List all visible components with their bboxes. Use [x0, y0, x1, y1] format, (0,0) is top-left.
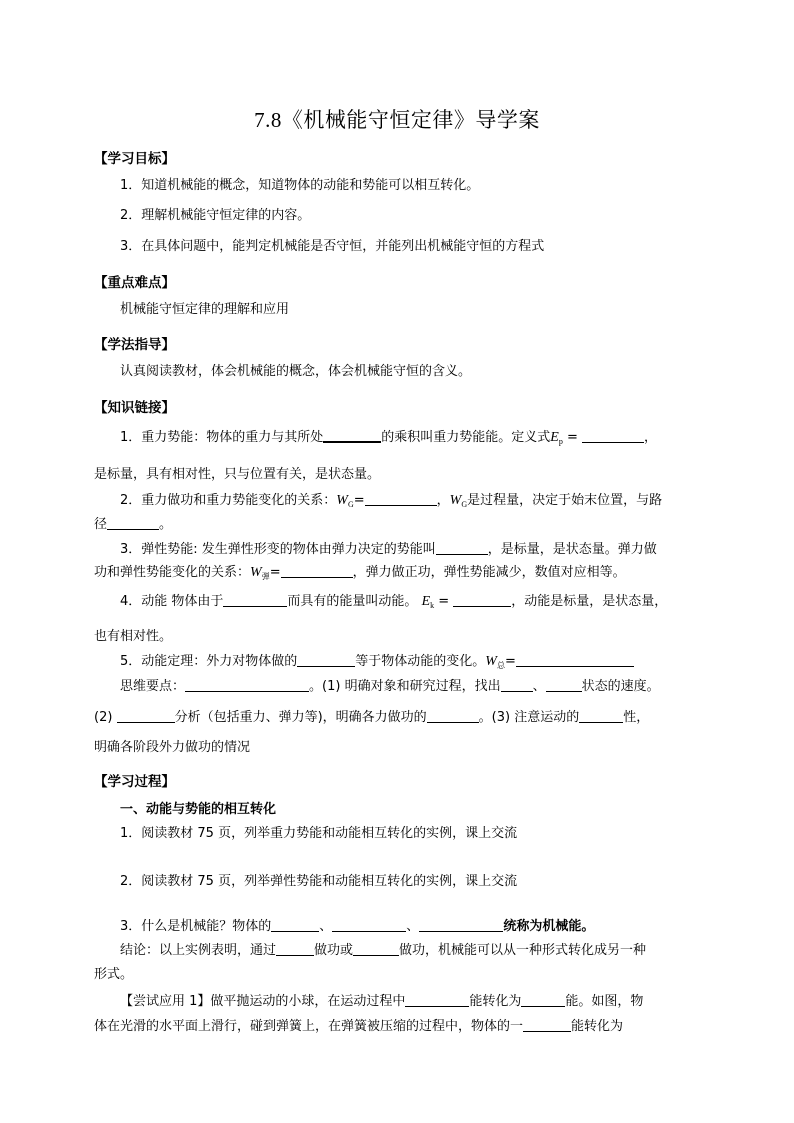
step-2-label: (2) — [94, 710, 113, 725]
conclusion-line — [120, 941, 646, 961]
links-heading: 【知识链接】 — [94, 400, 175, 416]
blank-kinetic-theorem[interactable] — [516, 653, 634, 667]
link-p5-text-b: 等于物体动能的变化。 — [355, 654, 486, 669]
link-p1-text-b: 的乘积叫重力势能能。定义式 — [381, 430, 551, 445]
trial-2-text-a: 体在光滑的水平面上滑行，碰到弹簧上，在弹簧被压缩的过程中，物体的一 — [94, 1019, 524, 1034]
trial-1-text-a: 【尝试应用 1】做平抛运动的小球，在运动过程中 — [120, 994, 406, 1009]
blank-height[interactable] — [323, 428, 381, 443]
link-p7-text-c: 。(3) 注意运动的 — [478, 710, 580, 725]
comma: ， — [644, 430, 658, 445]
wg-symbol: $W_G$ — [336, 493, 354, 509]
goal-item-3: 3．在具体问题中，能判定机械能是否守恒，并能列出机械能守恒的方程式 — [120, 239, 545, 254]
period: 。 — [159, 517, 173, 532]
ek-symbol: $E_k$ — [421, 594, 435, 610]
blank-final-state[interactable] — [546, 678, 582, 692]
link-p3-cont: 功和弹性势能变化的关系：$W_弹=$ ，弹力做正功，弹性势能减少，数值对应相等。 — [94, 565, 626, 581]
trial-1-text-c: 能。如图，物 — [565, 994, 644, 1009]
blank-path[interactable] — [107, 516, 159, 530]
link-p7-text-d: 性， — [623, 710, 650, 725]
blank-energy-2[interactable] — [332, 918, 406, 932]
blank-energy-1[interactable] — [271, 918, 319, 932]
process-q1: 1．阅读教材 75 页，列举重力势能和动能相互转化的实例，课上交流 — [120, 826, 518, 841]
blank-wg-relation[interactable] — [365, 492, 437, 506]
goals-heading: 【学习目标】 — [94, 151, 175, 167]
blank-force-analysis[interactable] — [117, 709, 175, 723]
link-p3-text-c: 功和弹性势能变化的关系： — [94, 565, 251, 580]
link-p1-line: 1．重力势能：物体的重力与其所处 的乘积叫重力势能能。定义式$E_p$ = ， — [120, 430, 658, 446]
thinking-points-label: 思维要点： — [120, 679, 186, 694]
w-elastic-symbol: $W_弹$ — [250, 565, 270, 581]
link-p5-text-a: 5．动能定理：外力对物体做的 — [120, 654, 298, 669]
method-text: 认真阅读教材，体会机械能的概念，体会机械能守恒的含义。 — [120, 364, 472, 379]
process-heading: 【学习过程】 — [94, 774, 175, 790]
link-p6-text-b: 。(1) 明确对象和研究过程，找出 — [309, 679, 501, 694]
blank-trial-energy-2[interactable] — [521, 993, 565, 1007]
blank-force-1[interactable] — [276, 942, 314, 956]
blank-w-elastic[interactable] — [281, 564, 353, 578]
link-p6-text-d: 状态的速度。 — [581, 679, 660, 694]
blank-motion-property[interactable] — [579, 709, 623, 723]
trial-2-text-b: 能转化为 — [571, 1019, 624, 1034]
page-title: 7.8《机械能守恒定律》导学案 — [254, 108, 540, 132]
separator: 、 — [406, 919, 420, 934]
process-subheading-1: 一、动能与势能的相互转化 — [120, 802, 277, 817]
blank-motion[interactable] — [223, 593, 287, 607]
comma: ， — [436, 493, 450, 508]
ep-symbol: $E_p$ — [550, 430, 563, 446]
trial-1-text-b: 能转化为 — [469, 994, 522, 1009]
goal-item-2: 2．理解机械能守恒定律的内容。 — [120, 208, 311, 223]
process-q2: 2．阅读教材 75 页，列举弹性势能和动能相互转化的实例，课上交流 — [120, 874, 518, 889]
separator: 、 — [532, 679, 546, 694]
link-p6-line — [120, 677, 660, 697]
conclusion-text-a: 结论：以上实例表明，通过 — [120, 943, 277, 958]
focus-heading: 【重点难点】 — [94, 275, 175, 291]
q3-text-a: 3．什么是机械能？物体的 — [120, 919, 272, 934]
link-p4-text-b: 而具有的能量叫动能。 — [287, 594, 418, 609]
link-p2-line: 2．重力做功和重力势能变化的关系：$W_G=$ ，$W_G$是过程量，决定于始末位置，与路 — [120, 493, 663, 509]
separator: 、 — [319, 919, 333, 934]
blank-initial-state[interactable] — [501, 678, 533, 692]
link-p2-text-c: 是过程量，决定于始末位置，与路 — [467, 493, 663, 508]
link-p3-text-a: 3．弹性势能: 发生弹性形变的物体由弹力决定的势能叫 — [120, 542, 436, 557]
blank-energy-3[interactable] — [419, 918, 503, 932]
blank-ep-formula[interactable] — [582, 429, 644, 443]
trial-1-cont — [94, 1017, 623, 1037]
goal-item-1: 1．知道机械能的概念，知道物体的动能和势能可以相互转化。 — [120, 178, 480, 193]
blank-trial-energy-1[interactable] — [405, 993, 469, 1007]
blank-force-2[interactable] — [353, 942, 399, 956]
blank-elastic-pe[interactable] — [436, 541, 488, 555]
method-heading: 【学法指导】 — [94, 337, 175, 353]
link-p1-text-a: 1．重力势能：物体的重力与其所处 — [120, 430, 324, 445]
wg-symbol-2: $W_G$ — [449, 493, 468, 509]
blank-ek-formula[interactable] — [453, 593, 511, 607]
blank-work-sign[interactable] — [427, 709, 479, 723]
link-p4-cont: 也有相对性。 — [94, 629, 173, 644]
blank-work-total[interactable] — [297, 653, 355, 667]
trial-1-line — [120, 992, 643, 1012]
blank-thinking-points[interactable] — [185, 678, 309, 692]
link-p2-text-a: 2．重力做功和重力势能变化的关系： — [120, 493, 337, 508]
process-q3-line — [120, 917, 594, 937]
link-p4-text-a: 4．动能 物体由于 — [120, 594, 224, 609]
link-p5-line: 5．动能定理：外力对物体做的 等于物体动能的变化。$W_总=$ — [120, 652, 634, 676]
link-p1-cont: 是标量，具有相对性，只与位置有关，是状态量。 — [94, 467, 381, 482]
focus-text: 机械能守恒定律的理解和应用 — [120, 302, 290, 317]
link-p3-text-d: ，弹力做正功，弹性势能减少，数值对应相等。 — [352, 565, 626, 580]
w-total-symbol: $W_总$ — [485, 654, 505, 670]
conclusion-text-b: 做功或 — [314, 943, 354, 958]
link-p4-line: 4．动能 物体由于 而具有的能量叫动能。 $E_k$ = ，动能是标量，是状态量， — [120, 594, 668, 610]
link-p7-text-b: 分析（包括重力、弹力等)，明确各力做功的 — [174, 710, 427, 725]
conclusion-text-c: 做功，机械能可以从一种形式转化成另一种 — [399, 943, 647, 958]
conclusion-cont: 形式。 — [94, 967, 134, 982]
link-p2-cont — [94, 515, 172, 535]
link-p2-text-d: 径 — [94, 517, 108, 532]
link-p8-line: 明确各阶段外力做功的情况 — [94, 740, 251, 755]
link-p3-line — [120, 540, 657, 560]
link-p4-text-c: ，动能是标量，是状态量， — [511, 594, 668, 609]
link-p3-text-b: ，是标量，是状态量。弹力做 — [487, 542, 657, 557]
blank-trial-energy-3[interactable] — [523, 1018, 571, 1032]
link-p7-line — [94, 708, 649, 728]
q3-text-d: 统称为机械能。 — [503, 919, 595, 934]
